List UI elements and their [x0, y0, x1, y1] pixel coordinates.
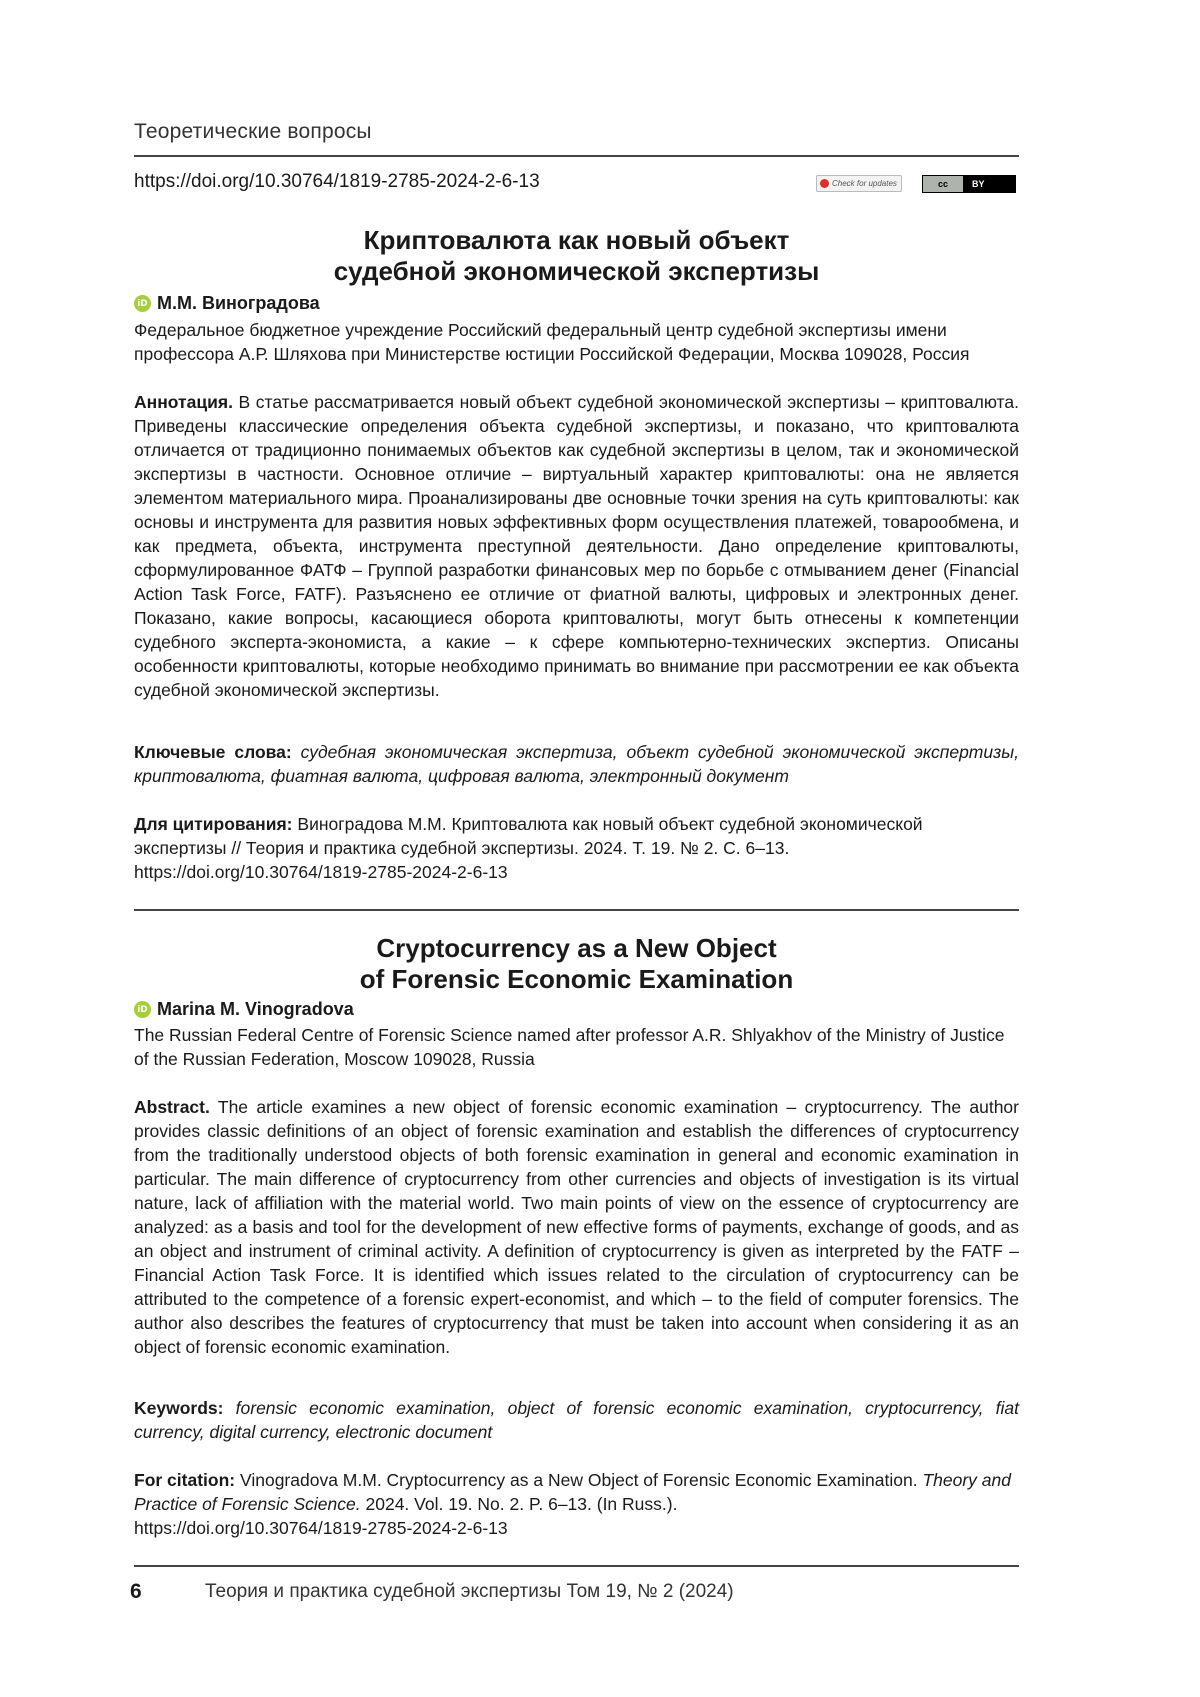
en-abstract-label: Abstract.	[134, 1097, 210, 1117]
en-title-line-2: of Forensic Economic Examination	[359, 964, 794, 994]
ru-title-line-2: судебной экономической экспертизы	[333, 256, 820, 286]
ru-citation-label: Для цитирования:	[134, 814, 293, 834]
en-title	[134, 933, 1019, 995]
en-citation-text-b: 2024. Vol. 19. No. 2. P. 6–13. (In Russ.).	[365, 1494, 678, 1514]
check-for-updates-label: Check for updates	[832, 179, 897, 188]
en-keywords-text: forensic economic examination, object of forensic economic examination, cryptocurrency, fiat currency, digital currency, electronic document	[134, 1398, 1019, 1442]
orcid-icon[interactable]: iD	[134, 1001, 151, 1018]
ru-citation	[134, 812, 1019, 884]
en-author	[134, 999, 354, 1020]
page-number: 6	[130, 1580, 142, 1603]
crossmark-icon	[820, 179, 829, 188]
section-divider	[134, 909, 1019, 911]
ru-title	[134, 225, 1019, 287]
en-affiliation: The Russian Federal Centre of Forensic Science named after professor A.R. Shlyakhov of the Ministry of Justice of the Russian Federation, Moscow 109028, Russia	[134, 1025, 1005, 1069]
header-rule	[134, 155, 1019, 157]
en-citation-doi[interactable]: https://doi.org/10.30764/1819-2785-2024-2-6-13	[134, 1518, 508, 1538]
footer-journal: Теория и практика судебной экспертизы Том 19, № 2 (2024)	[205, 1581, 734, 1602]
ru-author	[134, 293, 320, 314]
ru-abstract-label: Аннотация.	[134, 392, 233, 412]
cc-icon: cc	[923, 176, 964, 192]
ru-keywords-text: судебная экономическая экспертиза, объект судебной экономической экспертизы, криптовалюта, фиатная валюта, цифровая валюта, электронный документ	[134, 742, 1019, 786]
en-citation	[134, 1468, 1019, 1540]
en-title-line-1: Cryptocurrency as a New Object	[376, 933, 777, 963]
ru-abstract-text: В статье рассматривается новый объект судебной экономической экспертизы – криптовалюта. Приведены классические определения объекта судебной экспертизы, и показано, что криптовалюта отличается от традиционно понимаемых объектов как судебной экспертизы в целом, так и экономической экспертизы в частности. Основное отличие – виртуальный характер криптовалюты: она не является элементом материального мира. Проанализированы две основные точки зрения на суть криптовалюты: как основы и инструмента для развития новых эффективных форм осуществления платежей, товарообмена, и как предмета, объекта, инструмента преступной деятельности. Дано определение криптовалюты, сформулированное ФАТФ – Группой разработки финансовых мер по борьбе с отмыванием денег (Financial Action Task Force, FATF). Разъяснено ее отличие от фиатной валюты, цифровых и электронных денег. Показано, какие вопросы, касающиеся оборота криптовалюты, могут быть отнесены к компетенции судебного эксперта-экономиста, а какие – к сфере компьютерно-технических экспертиз. Описаны особенности криптовалюты, которые необходимо принимать во внимание при рассмотрении ее как объекта судебной экономической экспертизы.	[134, 392, 1019, 700]
ru-title-line-1: Криптовалюта как новый объект	[363, 225, 790, 255]
en-citation-text-a: Vinogradova M.M. Cryptocurrency as a New Object of Forensic Economic Examination.	[239, 1470, 918, 1490]
ru-keywords-label: Ключевые слова:	[134, 742, 292, 762]
en-author-name: Marina M. Vinogradova	[157, 999, 354, 1019]
ru-affiliation: Федеральное бюджетное учреждение Российский федеральный центр судебной экспертизы имени профессора А.Р. Шляхова при Министерстве юстиции Российской Федерации, Москва 109028, Россия	[134, 320, 970, 364]
en-abstract-text: The article examines a new object of forensic economic examination – cryptocurrency. The author provides classic definitions of an object of forensic examination and establish the differences of cryptocurrency from the traditionally understood objects of both forensic examination in general and economic examination in particular. The main difference of cryptocurrency from other currencies and objects of investigation is its virtual nature, lack of affiliation with the material world. Two main points of view on the essence of cryptocurrency are analyzed: as a basis and tool for the development of new effective forms of payments, exchange of goods, and as an object and instrument of criminal activity. A definition of cryptocurrency is given as interpreted by the FATF – Financial Action Task Force. It is identified which issues related to the circulation of cryptocurrency can be attributed to the competence of a forensic expert-economist, and which – to the field of computer forensics. The author also describes the features of cryptocurrency that must be taken into account when considering it as an object of forensic economic examination.	[134, 1097, 1019, 1357]
en-keywords	[134, 1396, 1019, 1444]
doi-link[interactable]: https://doi.org/10.30764/1819-2785-2024-2-6-13	[134, 171, 540, 192]
check-for-updates-badge[interactable]	[816, 175, 902, 192]
section-header: Теоретические вопросы	[134, 120, 372, 143]
cc-by-license-badge[interactable]	[922, 175, 1016, 193]
en-keywords-label: Keywords:	[134, 1398, 224, 1418]
en-citation-journal: Theory and Practice of Forensic Science.	[134, 1470, 1011, 1514]
ru-keywords	[134, 740, 1019, 788]
ru-abstract	[134, 390, 1019, 702]
ru-author-name: М.М. Виноградова	[157, 293, 320, 313]
ru-citation-doi[interactable]: https://doi.org/10.30764/1819-2785-2024-2-6-13	[134, 862, 508, 882]
footer-rule	[134, 1565, 1019, 1567]
orcid-icon[interactable]: iD	[134, 295, 151, 312]
en-abstract	[134, 1095, 1019, 1359]
ru-citation-text: Виноградова М.М. Криптовалюта как новый объект судебной экономической экспертизы // Теория и практика судебной экспертизы. 2024. Т. 19. № 2. С. 6–13.	[134, 814, 923, 858]
by-label: BY	[972, 179, 985, 189]
en-citation-label: For citation:	[134, 1470, 236, 1490]
